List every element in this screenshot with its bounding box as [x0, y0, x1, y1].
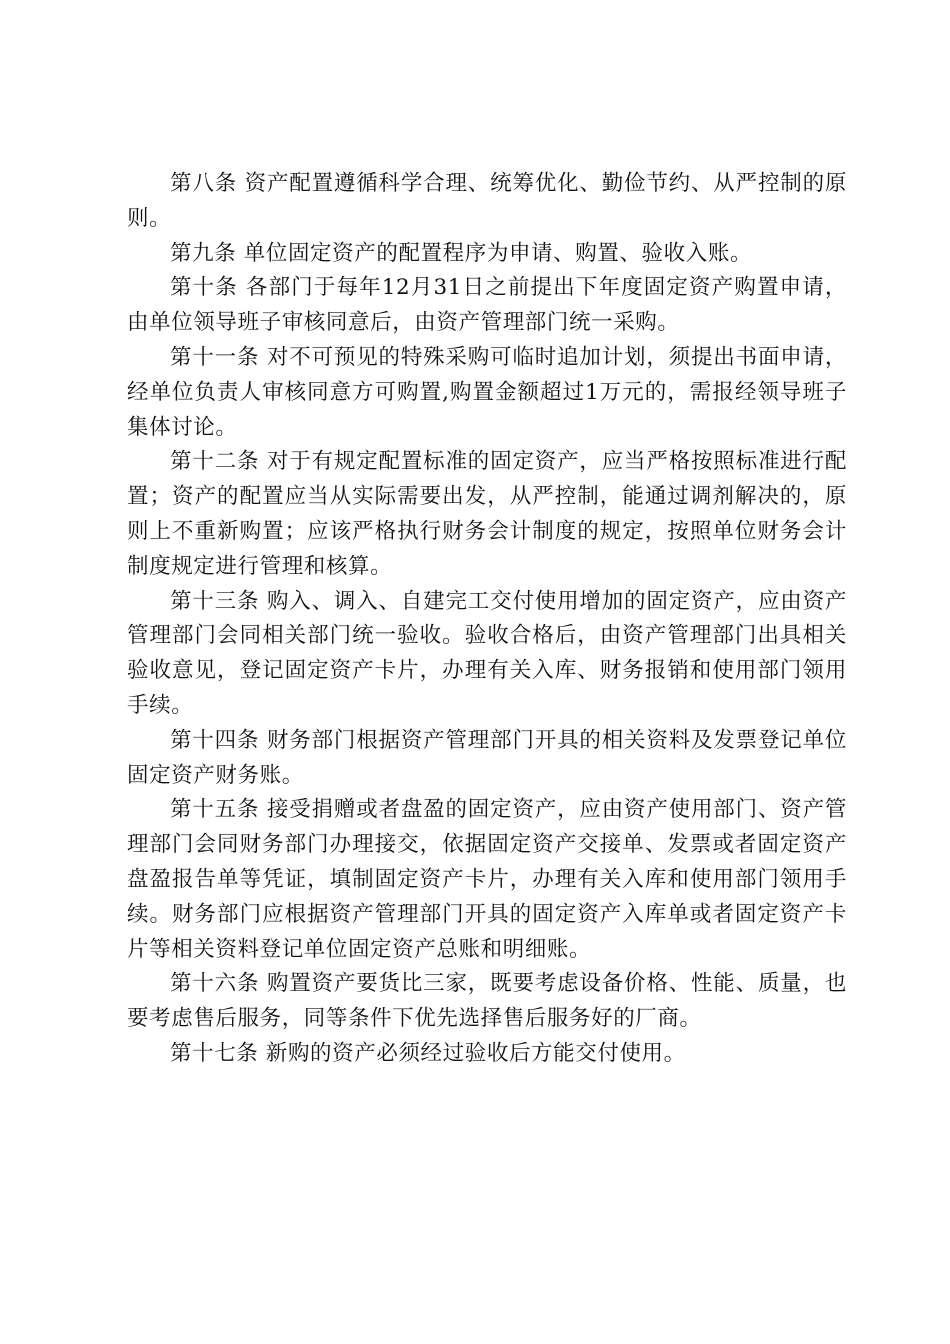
- article-heading: 第十七条: [170, 1040, 259, 1066]
- article-heading: 第十六条: [170, 971, 260, 997]
- article-text: 各部门于每年12月31日之前提出下年度固定资产购置申请，由单位领导班子审核同意后，由资产管理部门统一采购。: [127, 275, 847, 336]
- article-11: [127, 341, 847, 445]
- article-13: [127, 585, 847, 724]
- article-text: 资产配置遵循科学合理、统筹优化、勤俭节约、从严控制的原则。: [127, 171, 848, 231]
- article-text: 购置资产要货比三家，既要考虑设备价格、性能、质量，也要考虑售后服务，同等条件下优先选择售后服务好的厂商。: [127, 971, 847, 1032]
- article-text: 新购的资产必须经过验收后方能交付使用。: [265, 1040, 686, 1066]
- article-text: 接受捐赠或者盘盈的固定资产，应由资产使用部门、资产管理部门会同财务部门办理接交，依据固定资产交接单、发票或者固定资产盘盈报告单等凭证，填制固定资产卡片，办理有关入库和使用部门领用手续。财务部门应根据资产管理部门开具的固定资产入库单或者固定资产卡片等相关资料登记单位固定资产总账和明细账。: [127, 797, 847, 962]
- article-16: [127, 967, 847, 1037]
- article-heading: 第十五条: [170, 797, 260, 823]
- article-text: 购入、调入、自建完工交付使用增加的固定资产，应由资产管理部门会同相关部门统一验收。验收合格后，由资产管理部门出具相关验收意见，登记固定资产卡片，办理有关入库、财务报销和使用部门领用手续。: [127, 588, 847, 718]
- article-heading: 第九条: [170, 240, 237, 266]
- article-8: [127, 167, 847, 237]
- article-text: 财务部门根据资产管理部门开具的相关资料及发票登记单位固定资产财务账。: [127, 727, 847, 788]
- document-body: [127, 167, 847, 1072]
- article-heading: 第十四条: [170, 727, 260, 753]
- article-17: [127, 1037, 847, 1072]
- article-heading: 第十一条: [170, 344, 260, 370]
- article-heading: 第十条: [170, 275, 238, 301]
- article-12: [127, 445, 847, 584]
- article-15: [127, 793, 847, 967]
- article-heading: 第八条: [170, 171, 237, 196]
- article-heading: 第十二条: [170, 449, 260, 475]
- article-text: 对不可预见的特殊采购可临时追加计划，须提出书面申请，经单位负责人审核同意方可购置,购置金额超过1万元的，需报经领导班子集体讨论。: [127, 344, 847, 440]
- article-14: [127, 724, 847, 794]
- article-heading: 第十三条: [170, 588, 260, 614]
- article-text: 对于有规定配置标准的固定资产，应当严格按照标准进行配置；资产的配置应当从实际需要出发，从严控制，能通过调剂解决的，原则上不重新购置；应该严格执行财务会计制度的规定，按照单位财务会计制度规定进行管理和核算。: [127, 449, 847, 579]
- article-10: [127, 271, 847, 341]
- article-9: [127, 237, 847, 272]
- article-text: 单位固定资产的配置程序为申请、购置、验收入账。: [243, 240, 753, 266]
